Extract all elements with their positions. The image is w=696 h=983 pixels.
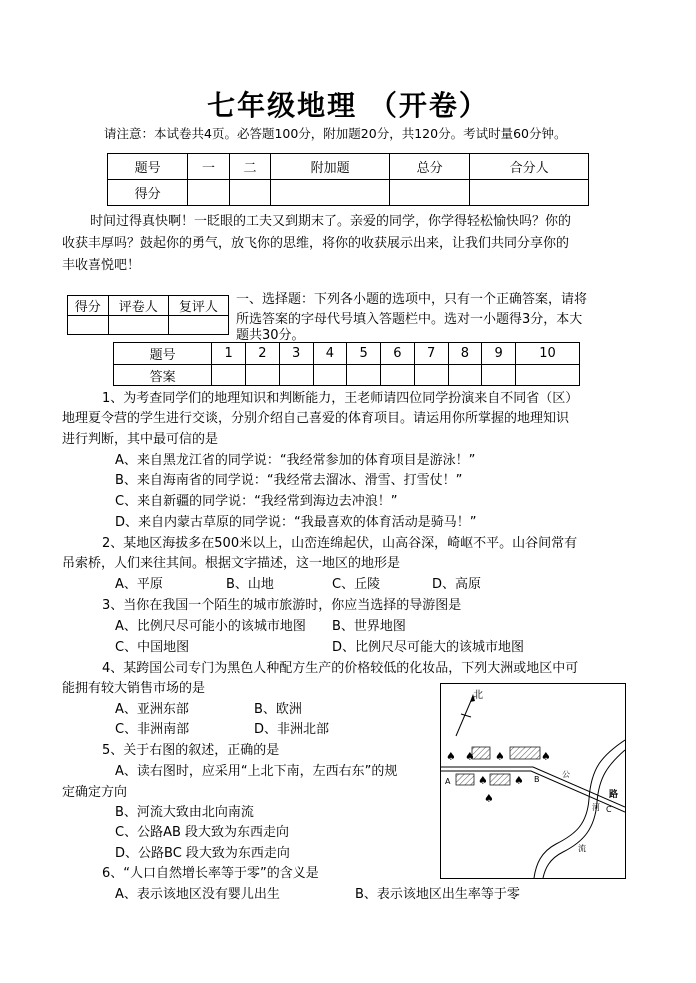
option: D、高原 <box>432 577 482 592</box>
question-2: 吊索桥，人们来往其间。根据文字描述，这一地区的地形是 <box>62 556 401 571</box>
score-row-label: 得分 <box>108 180 188 206</box>
answer-cell[interactable] <box>347 365 381 386</box>
option: A、表示该地区没有婴儿出生 <box>115 887 280 902</box>
svg-text:♠: ♠ <box>446 750 456 763</box>
score-header: 合分人 <box>470 154 589 180</box>
svg-text:♠: ♠ <box>484 792 494 805</box>
option: C、来自新疆的同学说：“我经常到海边去冲浪！” <box>115 494 398 509</box>
intro-line: 丰收喜悦吧！ <box>62 258 141 273</box>
grader-header: 复评人 <box>168 296 228 316</box>
answer-cell[interactable] <box>279 365 313 386</box>
svg-text:♠: ♠ <box>541 750 551 763</box>
question-1: 1、为考查同学们的地理知识和判断能力，王老师请四位同学扮演来自不同省（区） <box>102 391 579 406</box>
score-header: 题号 <box>108 154 188 180</box>
option: A、比例尺尽可能小的该城市地图 <box>115 619 306 634</box>
answer-cell[interactable] <box>414 365 448 386</box>
question-6: 6、“人口自然增长率等于零”的含义是 <box>102 866 319 881</box>
grader-cell[interactable] <box>68 316 109 335</box>
score-header: 总分 <box>390 154 470 180</box>
grader-header: 得分 <box>68 296 109 316</box>
answer-cell[interactable] <box>212 365 246 386</box>
score-table <box>107 153 589 206</box>
answer-cell[interactable] <box>448 365 482 386</box>
river-label: 流 <box>578 844 586 853</box>
option: B、山地 <box>226 577 274 592</box>
option: A、亚洲东部 <box>115 702 189 717</box>
answer-table <box>113 342 580 386</box>
question-number: 1 <box>212 343 246 365</box>
option: C、中国地图 <box>115 640 190 655</box>
road-label: 路 <box>609 790 619 800</box>
option: C、非洲南部 <box>115 722 190 737</box>
score-cell[interactable] <box>271 180 390 206</box>
map-drawing <box>441 684 625 878</box>
answer-cell[interactable] <box>482 365 516 386</box>
svg-text:♠: ♠ <box>465 750 475 763</box>
answer-cell[interactable] <box>246 365 280 386</box>
option: B、欧洲 <box>254 702 302 717</box>
point-c-label: C <box>606 805 612 814</box>
option: D、来自内蒙古草原的同学说：“我最喜欢的体育活动是骑马！” <box>115 515 477 530</box>
section-instructions: 一、选择题：下列各小题的选项中，只有一个正确答案，请将 <box>236 292 588 307</box>
option: B、表示该地区出生率等于零 <box>355 887 520 902</box>
point-a-label: A <box>445 777 451 786</box>
option: A、读右图时，应采用“上北下南，左西右东”的规 <box>115 764 398 779</box>
score-cell[interactable] <box>229 180 271 206</box>
question-number: 5 <box>347 343 381 365</box>
option: A、平原 <box>115 577 163 592</box>
intro-line: 收获丰厚吗？鼓起你的勇气，放飞你的思维，将你的收获展示出来，让我们共同分享你的 <box>62 236 570 251</box>
option: D、公路BC 段大致为东西走向 <box>115 846 290 861</box>
notice: 请注意：本试卷共4页。必答题100分，附加题20分，共120分。考试时量60分钟。 <box>104 126 567 141</box>
score-header: 二 <box>229 154 271 180</box>
question-number: 8 <box>448 343 482 365</box>
question-1: 地理夏令营的学生进行交谈，分别介绍自己喜爱的体育项目。请运用你所掌握的地理知识 <box>62 411 570 426</box>
option: C、丘陵 <box>332 577 381 592</box>
question-number: 7 <box>414 343 448 365</box>
river-label: 河 <box>592 803 600 812</box>
intro-line: 时间过得真快啊！一眨眼的工夫又到期末了。亲爱的同学，你学得轻松愉快吗？你的 <box>90 214 572 229</box>
question-5: 5、关于右图的叙述，正确的是 <box>102 743 280 758</box>
score-cell[interactable] <box>390 180 470 206</box>
answer-cell[interactable] <box>313 365 347 386</box>
section-instructions: 题共30分。 <box>236 328 305 343</box>
map-figure <box>440 683 626 879</box>
road-label: 公 <box>562 770 570 779</box>
question-number: 9 <box>482 343 516 365</box>
svg-text:♠: ♠ <box>478 774 488 787</box>
grader-cell[interactable] <box>108 316 168 335</box>
grader-header: 评卷人 <box>108 296 168 316</box>
question-number: 6 <box>381 343 415 365</box>
question-2: 2、某地区海拔多在500米以上，山峦连绵起伏，山高谷深，崎岖不平。山谷间常有 <box>102 536 578 551</box>
north-label: 北 <box>473 690 483 701</box>
question-1: 进行判断，其中最可信的是 <box>62 432 219 447</box>
question-number: 3 <box>279 343 313 365</box>
question-3: 3、当你在我国一个陌生的城市旅游时，你应当选择的导游图是 <box>102 598 462 613</box>
option: B、河流大致由北向南流 <box>115 805 254 820</box>
option: B、世界地图 <box>332 619 406 634</box>
question-number: 2 <box>246 343 280 365</box>
grader-table <box>67 295 229 335</box>
score-cell[interactable] <box>188 180 230 206</box>
score-cell[interactable] <box>470 180 589 206</box>
answer-row-label: 题号 <box>114 343 212 365</box>
option: B、来自海南省的同学说：“我经常去溜冰、滑雪、打雪仗！” <box>115 473 463 488</box>
answer-row-label: 答案 <box>114 365 212 386</box>
question-4: 能拥有较大销售市场的是 <box>62 681 206 696</box>
option: 定确定方向 <box>62 785 128 800</box>
question-number: 10 <box>516 343 580 365</box>
option: A、来自黑龙江省的同学说：“我经常参加的体育项目是游泳！” <box>115 453 476 468</box>
page-title: 七年级地理 （开卷） <box>207 89 489 122</box>
grader-cell[interactable] <box>168 316 228 335</box>
score-header: 附加题 <box>271 154 390 180</box>
option: D、比例尺尽可能大的该城市地图 <box>332 640 525 655</box>
section-instructions: 所选答案的字母代号填入答题栏中。选对一小题得3分，本大 <box>236 312 583 327</box>
score-header: 一 <box>188 154 230 180</box>
svg-text:♠: ♠ <box>514 774 524 787</box>
answer-cell[interactable] <box>381 365 415 386</box>
answer-cell[interactable] <box>516 365 580 386</box>
option: D、非洲北部 <box>254 722 330 737</box>
svg-text:♠: ♠ <box>495 750 505 763</box>
question-4: 4、某跨国公司专门为黑色人种配方生产的价格较低的化妆品，下列大洲或地区中可 <box>102 661 579 676</box>
point-b-label: B <box>534 775 540 784</box>
option: C、公路AB 段大致为东西走向 <box>115 825 290 840</box>
question-number: 4 <box>313 343 347 365</box>
